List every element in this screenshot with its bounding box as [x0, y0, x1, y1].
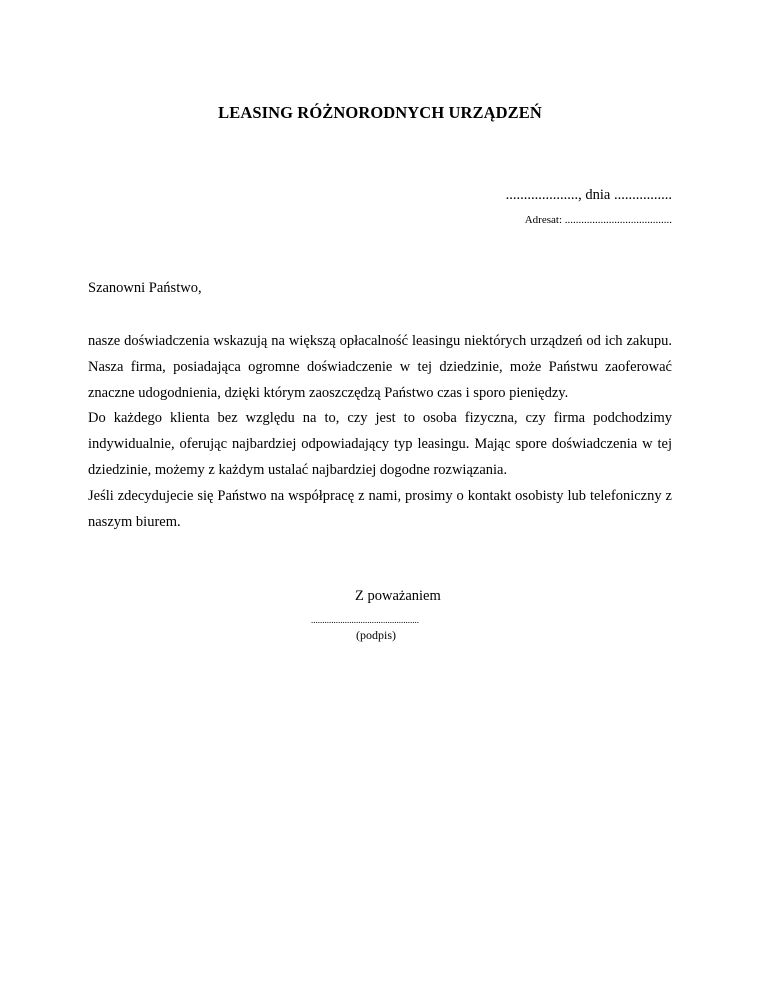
- body-paragraph: Do każdego klienta bez względu na to, czy jest to osoba fizyczna, czy firma podchodzimy indywidualnie, oferując najbardziej odpowiadający typ leasingu. Mając spore doświadczenia w tej dziedzinie, możemy z każdym ustalać najbardziej dogodne rozwiązania.: [88, 410, 672, 478]
- body-paragraph: nasze doświadczenia wskazują na większą opłacalność leasingu niektórych urządzeń od ich zakupu. Nasza firma, posiadająca ogromne doświadczenie w tej dziedzinie, może Państwu zaoferować znaczne udogodnienia, dzięki którym zaoszczędzą Państwo czas i sporo pieniędzy.: [88, 333, 672, 401]
- addressee-line: [525, 214, 672, 226]
- body-paragraph: Jeśli zdecydujecie się Państwo na współpracę z nami, prosimy o kontakt osobisty lub telefoniczny z naszym biurem.: [88, 487, 672, 530]
- addressee-dots: .......................................: [564, 214, 672, 226]
- document-title: LEASING RÓŻNORODNYCH URZĄDZEŃ: [218, 103, 542, 122]
- letter-greeting: Szanowni Państwo,: [88, 280, 202, 296]
- addressee-label: Adresat:: [524, 214, 562, 226]
- letter-body: [88, 329, 672, 535]
- signature-label: (podpis): [356, 628, 396, 642]
- place-date-line: ...................., dnia ................: [505, 187, 672, 203]
- signature-line: ................................................: [311, 615, 419, 625]
- letter-closing: Z poważaniem: [355, 588, 441, 604]
